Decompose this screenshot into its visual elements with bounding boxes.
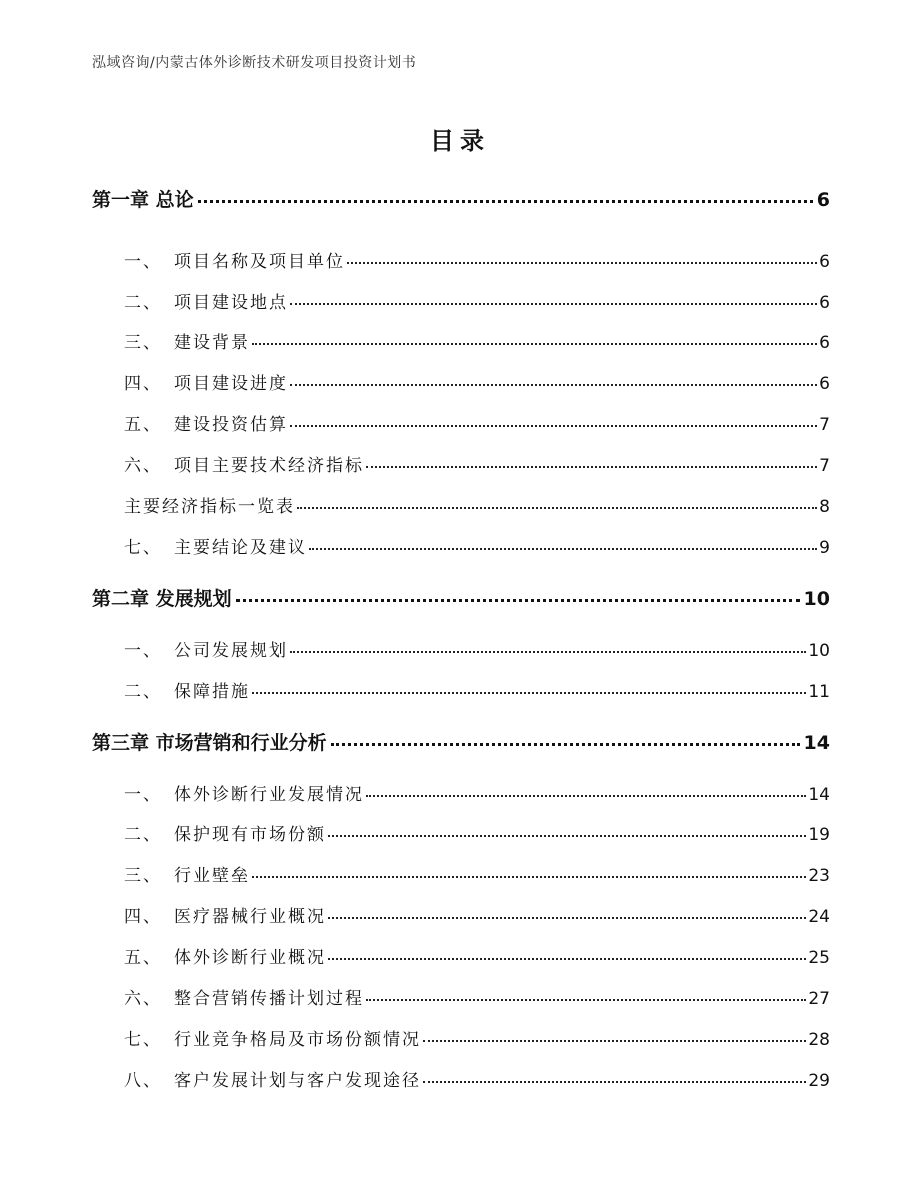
dot-leader bbox=[290, 303, 817, 305]
dot-leader bbox=[198, 200, 813, 203]
toc-entry[interactable] bbox=[124, 636, 830, 661]
toc-entry-page: 23 bbox=[808, 866, 830, 886]
dot-leader bbox=[366, 999, 806, 1001]
dot-leader bbox=[297, 507, 817, 509]
toc-entry-page: 8 bbox=[819, 497, 830, 517]
dot-leader bbox=[252, 876, 806, 878]
toc-entry[interactable] bbox=[124, 247, 830, 272]
toc-entry-text: 体外诊断行业概况 bbox=[174, 948, 326, 968]
toc-entry[interactable] bbox=[124, 861, 830, 886]
toc-entry-number: 五、 bbox=[124, 948, 162, 968]
dot-leader bbox=[366, 466, 817, 468]
toc-entry-text: 项目主要技术经济指标 bbox=[174, 456, 364, 476]
toc-entry[interactable] bbox=[124, 677, 830, 702]
toc-entry-page: 24 bbox=[808, 907, 830, 927]
toc-entry-page: 6 bbox=[819, 374, 830, 394]
toc-entry-text: 客户发展计划与客户发现途径 bbox=[174, 1071, 421, 1091]
dot-leader bbox=[423, 1040, 806, 1042]
toc-entry-page: 29 bbox=[808, 1071, 830, 1091]
toc-entry-number: 一、 bbox=[124, 785, 162, 805]
toc-entry[interactable] bbox=[124, 328, 830, 353]
toc-entry-page: 25 bbox=[808, 948, 830, 968]
toc-entry-page: 6 bbox=[816, 189, 830, 211]
toc-entry-page: 14 bbox=[803, 732, 830, 754]
toc-entry-text: 项目名称及项目单位 bbox=[174, 252, 345, 272]
toc-title: 目录 bbox=[430, 127, 490, 155]
toc-entry[interactable] bbox=[124, 492, 830, 517]
toc-entry-text: 保障措施 bbox=[174, 682, 250, 702]
toc-entry-number: 二、 bbox=[124, 682, 162, 702]
toc-entry[interactable] bbox=[124, 533, 830, 558]
toc-entry-page: 9 bbox=[819, 538, 830, 558]
dot-leader bbox=[347, 262, 817, 264]
toc-entry-number: 三、 bbox=[124, 866, 162, 886]
toc-entry-text: 主要结论及建议 bbox=[174, 538, 307, 558]
toc-entry-number: 六、 bbox=[124, 456, 162, 476]
dot-leader bbox=[236, 599, 800, 602]
toc-entry-page: 11 bbox=[808, 682, 830, 702]
toc-entry[interactable] bbox=[124, 984, 830, 1009]
dot-leader bbox=[366, 795, 806, 797]
toc-entry[interactable] bbox=[92, 185, 830, 212]
toc-entry-text: 整合营销传播计划过程 bbox=[174, 989, 364, 1009]
toc-entry-text: 建设投资估算 bbox=[174, 415, 288, 435]
toc-entry-text: 项目建设地点 bbox=[174, 293, 288, 313]
toc-entry-text: 第一章 总论 bbox=[92, 189, 194, 211]
toc-entry[interactable] bbox=[124, 1066, 830, 1091]
toc-entry-number: 八、 bbox=[124, 1071, 162, 1091]
dot-leader bbox=[423, 1081, 806, 1083]
toc-entry-number: 二、 bbox=[124, 293, 162, 313]
toc-entry[interactable] bbox=[124, 369, 830, 394]
toc-entry[interactable] bbox=[124, 451, 830, 476]
toc-entry-number: 三、 bbox=[124, 333, 162, 353]
toc-entry-page: 7 bbox=[819, 456, 830, 476]
toc-entry-page: 27 bbox=[808, 989, 830, 1009]
dot-leader bbox=[290, 425, 817, 427]
toc-entry[interactable] bbox=[124, 780, 830, 805]
dot-leader bbox=[252, 692, 806, 694]
dot-leader bbox=[252, 343, 817, 345]
toc-entry-text: 建设背景 bbox=[174, 333, 250, 353]
toc-entry[interactable] bbox=[124, 288, 830, 313]
toc-entry-page: 6 bbox=[819, 333, 830, 353]
toc-entry-text: 公司发展规划 bbox=[174, 641, 288, 661]
toc-entry-text: 医疗器械行业概况 bbox=[174, 907, 326, 927]
toc-entry[interactable] bbox=[124, 820, 830, 845]
toc-entry-text: 第二章 发展规划 bbox=[92, 588, 232, 610]
toc-entry-text: 保护现有市场份额 bbox=[174, 825, 326, 845]
dot-leader bbox=[331, 743, 800, 746]
toc-entry-text: 行业竞争格局及市场份额情况 bbox=[174, 1030, 421, 1050]
toc-entry-number: 一、 bbox=[124, 641, 162, 661]
toc-entry[interactable] bbox=[92, 584, 830, 611]
toc-entry-text: 项目建设进度 bbox=[174, 374, 288, 394]
toc-entry-number: 六、 bbox=[124, 989, 162, 1009]
toc-entry-number: 四、 bbox=[124, 374, 162, 394]
toc-entry[interactable] bbox=[124, 410, 830, 435]
toc-entry-page: 10 bbox=[808, 641, 830, 661]
dot-leader bbox=[328, 835, 806, 837]
toc-entry-text: 第三章 市场营销和行业分析 bbox=[92, 732, 327, 754]
toc-entry-page: 6 bbox=[819, 293, 830, 313]
toc-entry[interactable] bbox=[124, 902, 830, 927]
toc-entry-number: 二、 bbox=[124, 825, 162, 845]
toc-entry-number: 七、 bbox=[124, 538, 162, 558]
dot-leader bbox=[328, 917, 806, 919]
toc-entry-page: 7 bbox=[819, 415, 830, 435]
toc-entry-page: 6 bbox=[819, 252, 830, 272]
dot-leader bbox=[290, 651, 806, 653]
toc-entry-number: 一、 bbox=[124, 252, 162, 272]
toc-entry[interactable] bbox=[124, 1025, 830, 1050]
toc-entry[interactable] bbox=[124, 943, 830, 968]
dot-leader bbox=[309, 548, 817, 550]
toc-entry-page: 10 bbox=[803, 588, 830, 610]
toc-entry-number: 四、 bbox=[124, 907, 162, 927]
document-header: 泓域咨询/内蒙古体外诊断技术研发项目投资计划书 bbox=[92, 55, 417, 71]
dot-leader bbox=[290, 384, 817, 386]
toc-entry-text: 主要经济指标一览表 bbox=[124, 497, 295, 517]
toc-entry-page: 19 bbox=[808, 825, 830, 845]
toc-entry-number: 五、 bbox=[124, 415, 162, 435]
toc-entry[interactable] bbox=[92, 728, 830, 755]
toc-entry-text: 行业壁垒 bbox=[174, 866, 250, 886]
toc-entry-page: 28 bbox=[808, 1030, 830, 1050]
toc-entry-number: 七、 bbox=[124, 1030, 162, 1050]
dot-leader bbox=[328, 958, 806, 960]
toc-entry-page: 14 bbox=[808, 785, 830, 805]
toc-entry-text: 体外诊断行业发展情况 bbox=[174, 785, 364, 805]
